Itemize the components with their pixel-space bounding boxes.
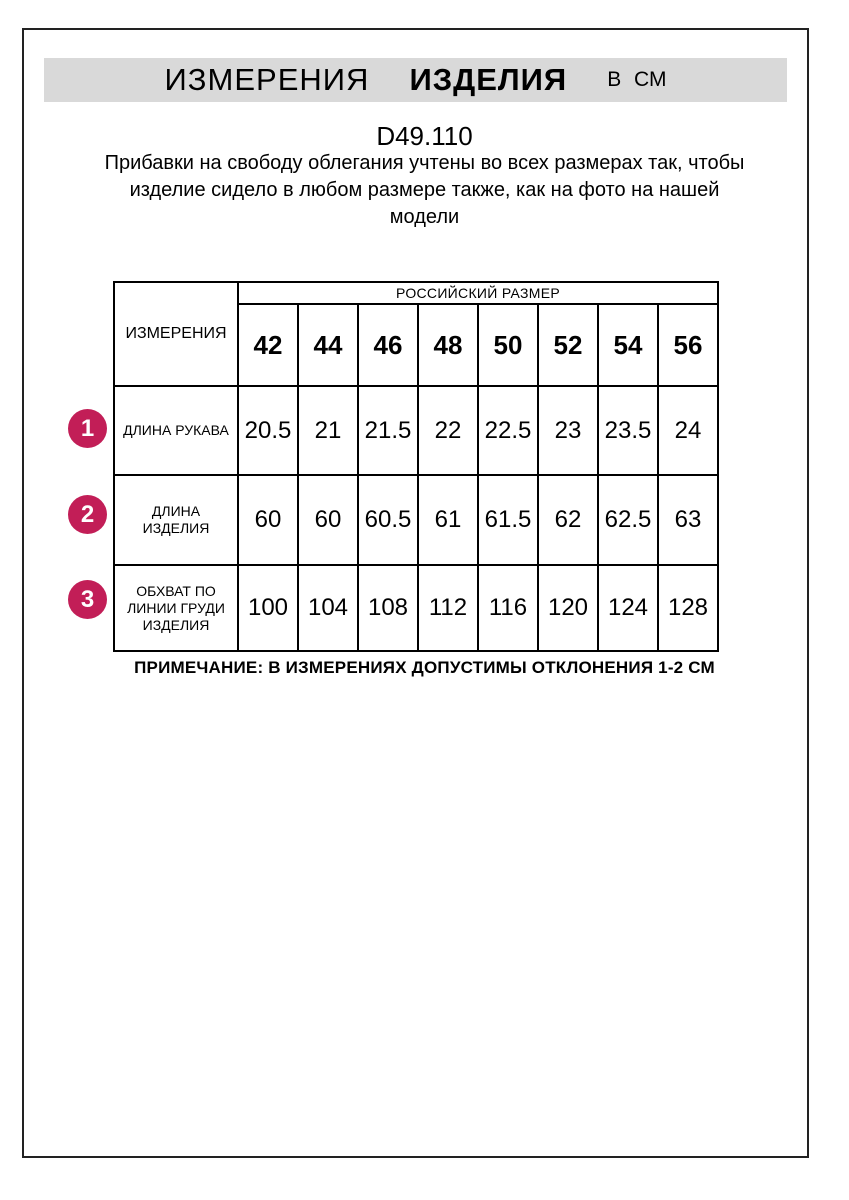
table-row-chest-girth (114, 565, 718, 651)
table-row-item-length (114, 475, 718, 565)
row-label-line: ОБХВАТ ПО (136, 582, 216, 599)
row-label-line: ЛИНИИ ГРУДИ (127, 599, 225, 616)
measurement-value: 63 (658, 475, 718, 565)
badge-number: 1 (80, 414, 95, 442)
row-label (114, 565, 238, 651)
measurement-value: 116 (478, 565, 538, 651)
measurement-value: 24 (658, 386, 718, 475)
row-number-badge-3 (68, 580, 107, 619)
measurement-value: 61 (418, 475, 478, 565)
measurement-value: 23 (538, 386, 598, 475)
measurement-value: 62 (538, 475, 598, 565)
measurement-value: 61.5 (478, 475, 538, 565)
size-header: 52 (538, 304, 598, 386)
description-line: изделие сидело в любом размере также, как на фото на нашей (129, 179, 720, 201)
measurement-value: 23.5 (598, 386, 658, 475)
size-header: 56 (658, 304, 718, 386)
size-table (113, 281, 719, 652)
badge-number: 2 (80, 500, 95, 528)
size-header: 50 (478, 304, 538, 386)
banner-title-product: ИЗДЕЛИЯ (409, 62, 568, 97)
row-number-badge-2 (68, 495, 107, 534)
table-row-sleeve-length (114, 386, 718, 475)
measurement-value: 124 (598, 565, 658, 651)
size-header: 48 (418, 304, 478, 386)
badge-number: 3 (80, 585, 95, 613)
row-label-line: ДЛИНА (151, 503, 201, 519)
row-label (114, 386, 238, 475)
measurement-value: 120 (538, 565, 598, 651)
tolerance-note: ПРИМЕЧАНИЕ: В ИЗМЕРЕНИЯХ ДОПУСТИМЫ ОТКЛОНЕНИЯ 1-2 СМ (134, 658, 715, 677)
measurement-value: 21.5 (358, 386, 418, 475)
banner-unit-label: В СМ (607, 68, 667, 91)
fit-description (0, 150, 849, 231)
measurement-value: 112 (418, 565, 478, 651)
measurement-value: 60.5 (358, 475, 418, 565)
size-header: 44 (298, 304, 358, 386)
measurement-value: 22 (418, 386, 478, 475)
row-number-badge-1 (68, 409, 107, 448)
measurement-value: 21 (298, 386, 358, 475)
measurement-value: 62.5 (598, 475, 658, 565)
product-code: D49.110 (376, 121, 473, 151)
measurement-value: 100 (238, 565, 298, 651)
measurement-value: 60 (298, 475, 358, 565)
measurement-value: 108 (358, 565, 418, 651)
row-label-line: ДЛИНА РУКАВА (123, 422, 229, 438)
size-header: 54 (598, 304, 658, 386)
description-line: модели (389, 206, 460, 228)
size-header: 42 (238, 304, 298, 386)
table-group-header: РОССИЙСКИЙ РАЗМЕР (238, 282, 718, 304)
table-corner-header: ИЗМЕРЕНИЯ (114, 282, 238, 386)
measurement-value: 22.5 (478, 386, 538, 475)
measurement-value: 20.5 (238, 386, 298, 475)
row-label-line: ИЗДЕЛИЯ (142, 616, 210, 633)
measurement-value: 60 (238, 475, 298, 565)
measurement-value: 128 (658, 565, 718, 651)
title-banner (44, 58, 787, 102)
row-label-line: ИЗДЕЛИЯ (142, 520, 210, 536)
banner-title-measurements: ИЗМЕРЕНИЯ (164, 62, 370, 97)
size-header: 46 (358, 304, 418, 386)
description-line: Прибавки на свободу облегания учтены во всех размерах так, чтобы (104, 152, 745, 174)
row-label (114, 475, 238, 565)
measurement-value: 104 (298, 565, 358, 651)
